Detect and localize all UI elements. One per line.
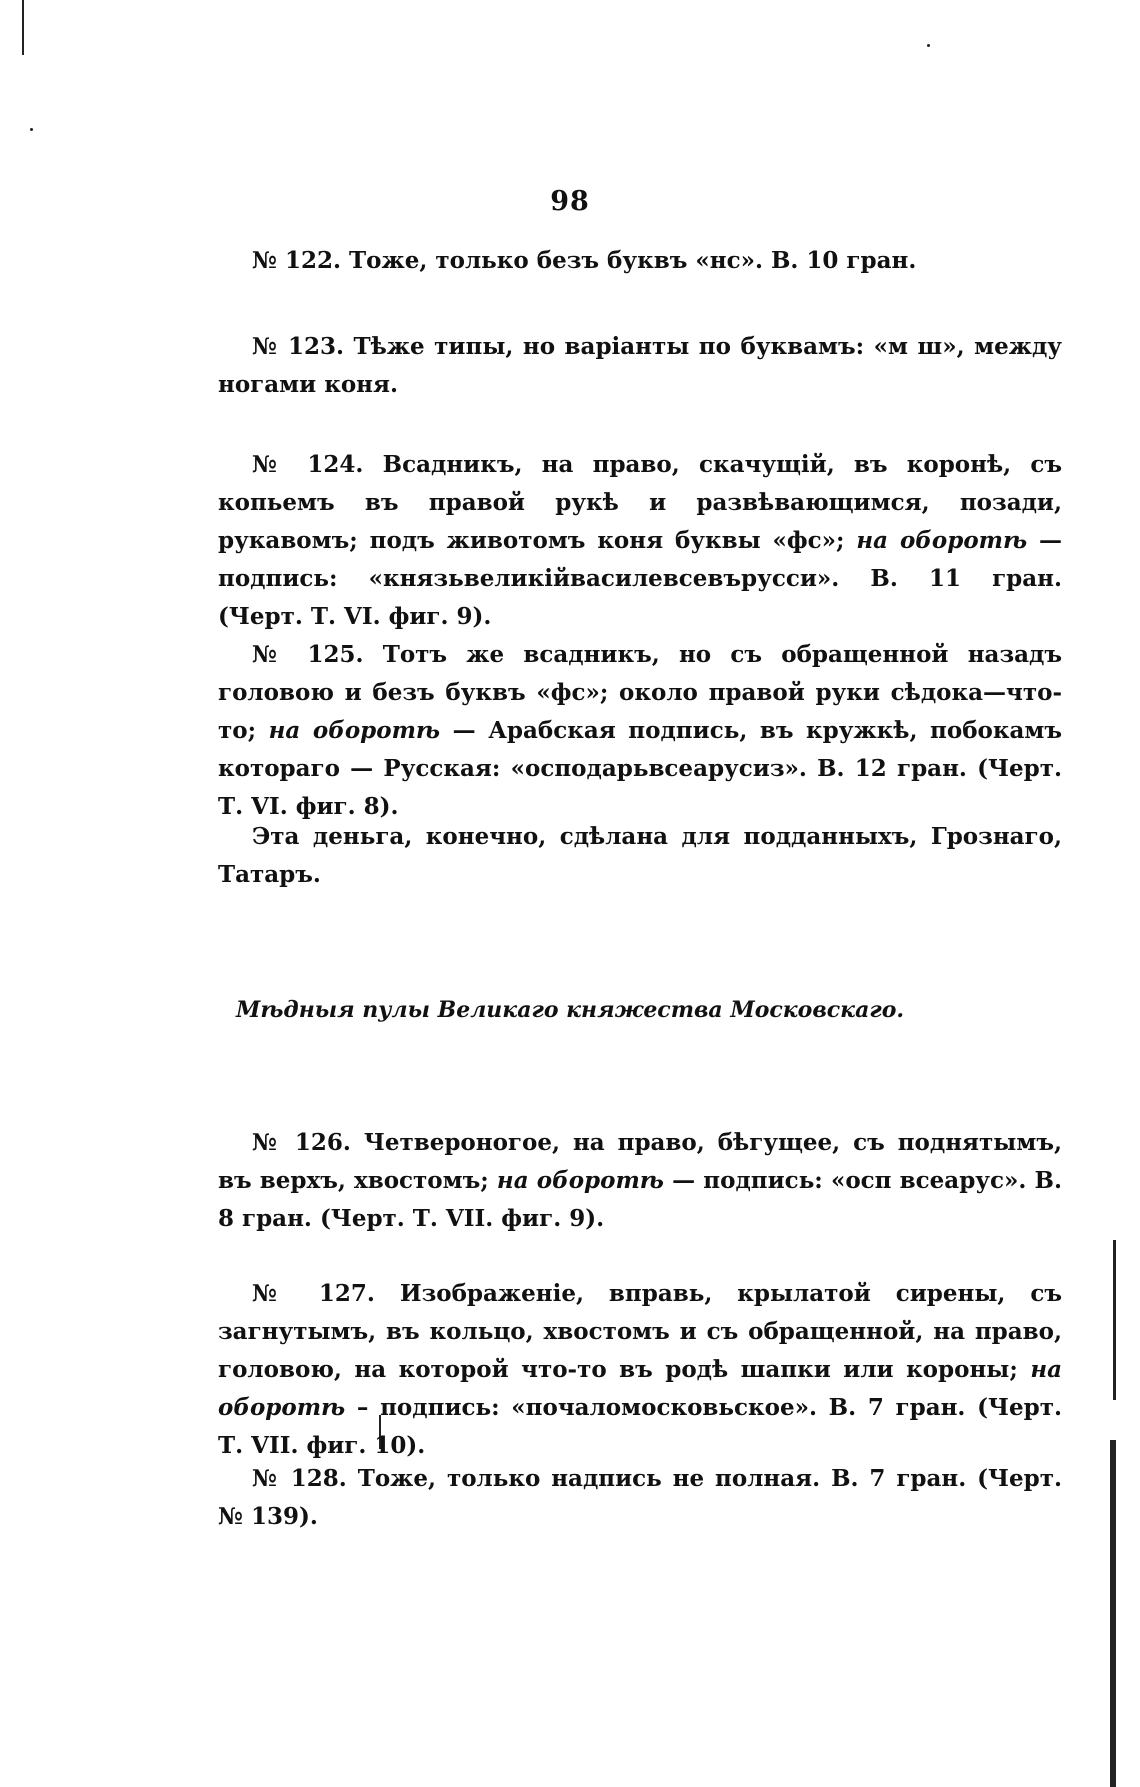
entry-text: Всадникъ, на право, скачущiй, въ коронѣ, съ копьемъ въ правой рукѣ и развѣвающимся, позади, рукавомъ; подъ животомъ коня буквы «фс»; [218,451,1063,554]
entry-text: Тѣже типы, но варiанты по буквамъ: «м ш», между ногами коня. [218,333,1062,398]
entry-number: № 123. [252,333,345,360]
scan-speck [1113,1240,1116,1400]
catalog-entry-126 [218,1124,1062,1238]
entry-text: Тоже, только надпись не полная. В. 7 гран. (Черт. № 139). [218,1465,1062,1530]
entry-text: Тоже, только безъ буквъ «нс». В. 10 гран. [349,247,917,274]
catalog-entry-127 [218,1275,1062,1465]
entry-text: — Арабская подпись, въ кружкѣ, побокамъ котораго — Русская: «осподарьвсеарусиз». В. 12 гран. (Черт. Т. VI. фиг. 8). [218,717,1063,820]
entry-number: № 128. [252,1465,347,1492]
reverse-side-label: на оборотѣ [268,717,441,744]
scan-edge-line [1110,1440,1116,1787]
catalog-entry-123 [218,328,1062,404]
section-heading: Мѣдныя пулы Великаго княжества Московскаго. [235,997,905,1023]
entry-number: № 126. [252,1129,351,1156]
entry-text: Изображенiе, вправь, крылатой сирены, съ загнутымъ, въ кольцо, хвостомъ и съ обращенной, на право, головою, на которой что-то въ родѣ шапки или короны; [218,1280,1062,1383]
catalog-entry-122 [218,242,1062,280]
note-paragraph [218,818,1062,894]
entry-text: – подпись: «почаломосковьское». В. 7 гран. (Черт. Т. VII. фиг. 10). [218,1394,1062,1459]
entry-text: — подпись: «князьвеликiйвасилевсевърусси». В. 11 гран. (Черт. Т. VI. фиг. 9). [218,527,1063,630]
entry-text: Четвероногое, на право, бѣгущее, съ поднятымъ, въ верхъ, хвостомъ; [218,1129,1062,1194]
scan-speck [30,128,33,131]
catalog-entry-128 [218,1460,1062,1536]
catalog-entry-124 [218,446,1062,636]
scan-speck [927,44,930,47]
catalog-entry-125 [218,636,1062,826]
note-text: Эта деньга, конечно, сдѣлана для подданныхъ, Грознаго, Татаръ. [218,823,1062,888]
reverse-side-label: на оборотѣ [856,527,1028,554]
entry-number: № 122. [252,247,342,274]
reverse-side-label: на оборотѣ [218,1356,1062,1421]
reverse-side-label: на оборотѣ [496,1167,664,1194]
scan-edge-line [22,0,24,55]
entry-number: № 127. [252,1280,375,1307]
page-number: 98 [550,186,590,217]
entry-number: № 125. [252,641,364,668]
entry-number: № 124. [252,451,364,478]
entry-text: — подпись: «осп всеарус». В. 8 гран. (Черт. Т. VII. фиг. 9). [218,1167,1062,1232]
entry-text: Тотъ же всадникъ, но съ обращенной назадъ головою и безъ буквъ «фс»; около правой руки сѣдока—что-то; [218,641,1062,744]
